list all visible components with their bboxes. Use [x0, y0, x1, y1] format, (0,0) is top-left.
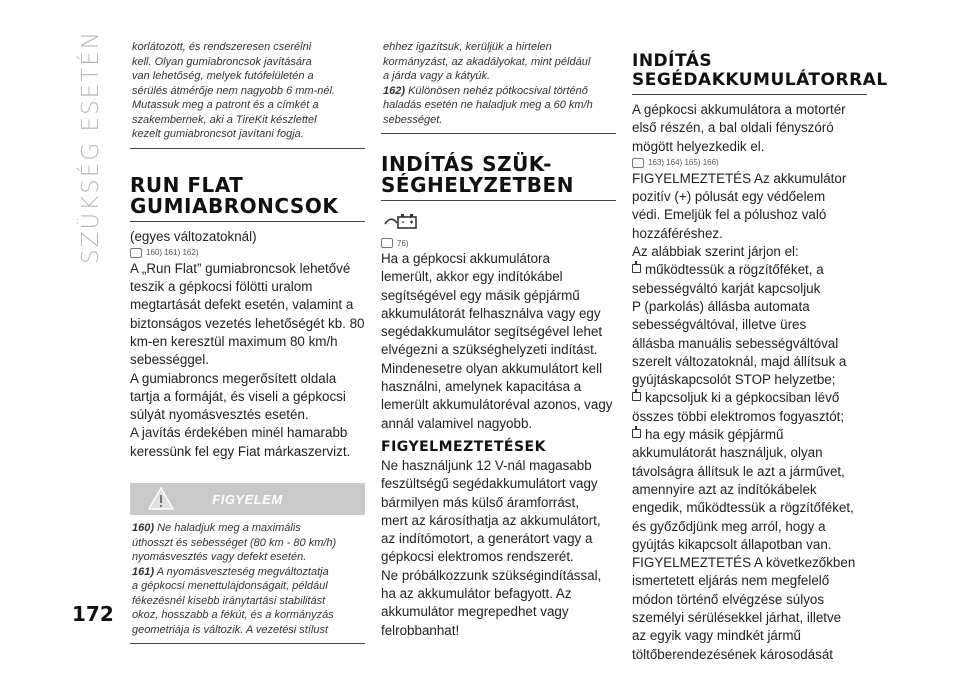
booster-body [632, 170, 867, 664]
body-line: engedik, működtessük a rögzítőféket, [632, 500, 854, 516]
warning-refs [130, 248, 365, 258]
body-line: FIGYELMEZTETÉS A következőkben [632, 555, 856, 571]
body-line: sebességváltó karját kapcsoljuk [632, 280, 821, 296]
body-line: amennyire azt az indítókábelek [632, 481, 817, 497]
warning-title: FIGYELEM [212, 491, 283, 507]
body-line: első részén, a bal oldali fényszóró [632, 120, 834, 136]
note-162-text: Különösen nehéz pótkocsival történő [408, 84, 588, 97]
body-line: sebességváltóval, illetve üres [632, 317, 807, 333]
note-line: van lehetőség, melyek futófelületén a [132, 70, 314, 82]
body-line: Az alábbiak szerint járjon el: [632, 244, 799, 260]
body-line: gyújtáskapcsolót STOP helyzetbe; [632, 372, 836, 388]
body-line: ha az akkumulátor befagyott. Az [381, 586, 572, 602]
warning-ref-icon [130, 248, 142, 258]
body-line: és győződjünk meg arról, hogy a [632, 518, 826, 534]
page-number: 172 [72, 602, 114, 626]
section-heading-emergency-start [381, 154, 616, 201]
column-1 [130, 38, 365, 644]
bullet-icon [632, 429, 641, 438]
warning-line: okoz, hosszabb a fékút, és a kormányzás [132, 609, 334, 622]
bullet-icon [632, 264, 641, 273]
note-line: ehhez igazítsuk, kerüljük a hirtelen [383, 41, 552, 53]
section-heading-run-flat [130, 172, 365, 222]
body-line: A „Run Flat” gumiabroncsok lehetővé [130, 260, 351, 276]
body-line: az indítómotort, a generátort vagy a [381, 531, 593, 547]
body-line: hozzáféréshez. [632, 225, 723, 241]
heading-line: INDÍTÁS [632, 51, 713, 71]
heading-line: INDÍTÁS SZÜK- [381, 152, 552, 176]
body-line: teszik a gépkocsi fölötti uralom [130, 279, 313, 295]
warnings-body [381, 457, 616, 640]
body-line: felrobbanhat! [381, 622, 460, 638]
body-line: megtartását defekt esetén, valamint a [130, 297, 354, 313]
body-line: mert az károsíthatja az akkumulátort, [381, 512, 601, 528]
warning-refs [632, 158, 867, 168]
note-line: korlátozott, és rendszeresen cserélni [132, 41, 312, 53]
bullet-item-1 [632, 261, 867, 279]
bullet-item-3 [632, 426, 867, 444]
body-line: feszültségű segédakkumulátort vagy [381, 476, 598, 492]
note-line: sebességet. [383, 113, 443, 126]
body-line: mögött helyezkedik el. [632, 138, 765, 154]
body-line: Mindenesetre olyan akkumulátort kell [381, 360, 603, 376]
body-line: összes többi elektromos fogyasztót; [632, 408, 845, 424]
note-line: kell. Olyan gumiabroncsok javítására [132, 55, 312, 68]
warning-160 [132, 521, 361, 536]
body-line: akkumulátorát használjuk, olyan [632, 445, 823, 461]
warning-refs [381, 238, 616, 248]
heading-line: SEGÉDAKKUMULÁTORRAL [632, 70, 888, 90]
body-line: bármilyen más külső áramforrást, [381, 494, 579, 510]
body-line: módon történő elvégzése súlyos [632, 591, 825, 607]
refs-text: 160) 161) 162) [146, 248, 199, 258]
note-line: sérülés átmérője nem nagyobb 6 mm-nél. [132, 84, 335, 97]
body-line: tartja a formáját, és viseli a gépkocsi [130, 388, 346, 404]
body-line: Ne próbálkozzunk szükségindítással, [381, 567, 602, 583]
body-line: A gépkocsi akkumulátora a motortér [632, 102, 846, 117]
note-162-number: 162) [383, 84, 406, 97]
body-line: használni, amelynek kapacitása a [381, 379, 582, 395]
warning-161 [132, 565, 361, 580]
body-line: segítségével egy másik gépjármű [381, 287, 580, 303]
warning-line: úthosszt és sebességet (80 km - 80 km/h) [132, 536, 337, 549]
warning-161-number: 161) [132, 565, 155, 578]
body-line: P (parkolás) állásba automata [632, 298, 810, 314]
body-line: km-en keresztül maximum 80 km/h [130, 333, 338, 349]
note-line: haladás esetén ne haladjuk meg a 60 km/h [383, 99, 593, 111]
warning-ref-icon [632, 158, 644, 168]
note-line: Mutassuk meg a patront és a címkét a [132, 99, 319, 111]
warning-161-text: A nyomásveszteség megváltoztatja [156, 565, 329, 578]
bullet-text: működtessük a rögzítőféket, a [645, 262, 824, 278]
body-line: elvégezni a szükséghelyzeti indítást. [381, 342, 598, 358]
heading-line: RUN FLAT [130, 172, 244, 197]
body-line: FIGYELMEZTETÉS Az akkumulátor [632, 170, 847, 186]
subtitle: (egyes változatoknál) [130, 228, 257, 244]
body-line: személyi sérülésekkel járhat, illetve [632, 610, 842, 626]
body-line: lemerült akkumulátoréval azonos, vagy [381, 397, 613, 413]
body-line: ismertetett eljárás nem megfelelő [632, 573, 830, 589]
body-line: súlyát nyomásvesztés esetén. [130, 407, 309, 423]
body-line: védi. Emeljük fel a pólushoz való [632, 207, 827, 223]
warning-160-number: 160) [132, 522, 155, 535]
warning-line: geometriája is változik. A vezetési stílust [132, 623, 329, 636]
warning-160-text: Ne haladjuk meg a maximális [157, 522, 301, 535]
refs-text: 163) 164) 165) 166) [648, 158, 719, 168]
section-heading-booster-start [632, 51, 888, 95]
warning-body [130, 515, 365, 644]
note-line: a járda vagy a kátyúk. [383, 70, 491, 82]
continued-note [130, 38, 365, 149]
warning-line: nyomásvesztés vagy defekt esetén. [132, 551, 307, 564]
warning-header [130, 483, 365, 515]
note-162 [383, 84, 612, 99]
body-line: töltőberendezésének károsodását [632, 646, 833, 662]
body-line: gépkocsi elektromos rendszerét. [381, 549, 574, 565]
body-line: lemerült, akkor egy indítókábel [381, 269, 563, 285]
body-line: Ha a gépkocsi akkumulátora [381, 251, 550, 266]
refs-text: 76) [397, 238, 409, 248]
body-line: segédakkumulátor segítségével lehet [381, 324, 603, 340]
body-line: A javítás érdekében minél hamarabb [130, 425, 348, 441]
column-3 [632, 51, 888, 664]
continued-note [381, 38, 616, 134]
note-line: kezelt gumiabroncsot javítani fogja. [132, 128, 304, 140]
bullet-text: ha egy másik gépjármű [645, 427, 784, 443]
body-line: keressünk fel egy Fiat márkaszervizt. [130, 443, 351, 459]
warning-line: a gépkocsi menettulajdonságait, például [132, 580, 328, 593]
body-line: állásba manuális sebességváltóval [632, 335, 839, 351]
bullet-icon [632, 392, 641, 401]
body-line: biztonságos vezetés lehetőségét kb. 80 [130, 315, 365, 331]
run-flat-body [130, 260, 365, 461]
bullet-text: kapcsoljuk ki a gépkocsiban lévő [645, 390, 840, 406]
emergency-start-body [381, 250, 616, 433]
heading-line: SÉGHELYZETBEN [381, 173, 574, 197]
section-side-title: SZÜKSÉG ESETÉN [78, 30, 104, 264]
subheading-warnings: FIGYELMEZTETÉSEK [381, 438, 546, 455]
body-line: A gumiabroncs megerősített oldala [130, 370, 337, 386]
battery-icon [383, 211, 419, 231]
warning-ref-icon [381, 238, 393, 248]
warning-line: fékezésnél kisebb iránytartási stabilitást [132, 594, 326, 607]
heading-line: GUMIABRONCSOK [130, 193, 339, 218]
warning-box [130, 483, 365, 644]
warning-triangle-icon [148, 487, 174, 510]
body-line: gyújtás kikapcsolt állapotban van. [632, 536, 832, 552]
body-line: pozitív (+) pólusát egy védőelem [632, 189, 826, 205]
body-line: akkumulátorát felhasználva vagy egy [381, 305, 601, 321]
column-2 [381, 38, 616, 640]
body-line: sebességgel. [130, 352, 209, 368]
body-line: annál valamivel nagyobb. [381, 415, 533, 431]
body-line: távolságra állítsuk le azt a járművet, [632, 463, 845, 479]
booster-intro [632, 101, 867, 156]
bullet-item-2 [632, 389, 867, 407]
body-line: szerelt változatoknál, majd állítsuk a [632, 353, 847, 369]
body-line: az egyik vagy mindkét jármű [632, 628, 801, 644]
body-line: Ne használjunk 12 V-nál magasabb [381, 457, 592, 473]
note-line: szakembernek, aki a TireKit készlettel [132, 113, 317, 126]
body-line: akkumulátor megrepedhet vagy [381, 604, 569, 620]
note-line: kormányzást, az akadályokat, mint például [383, 55, 591, 68]
